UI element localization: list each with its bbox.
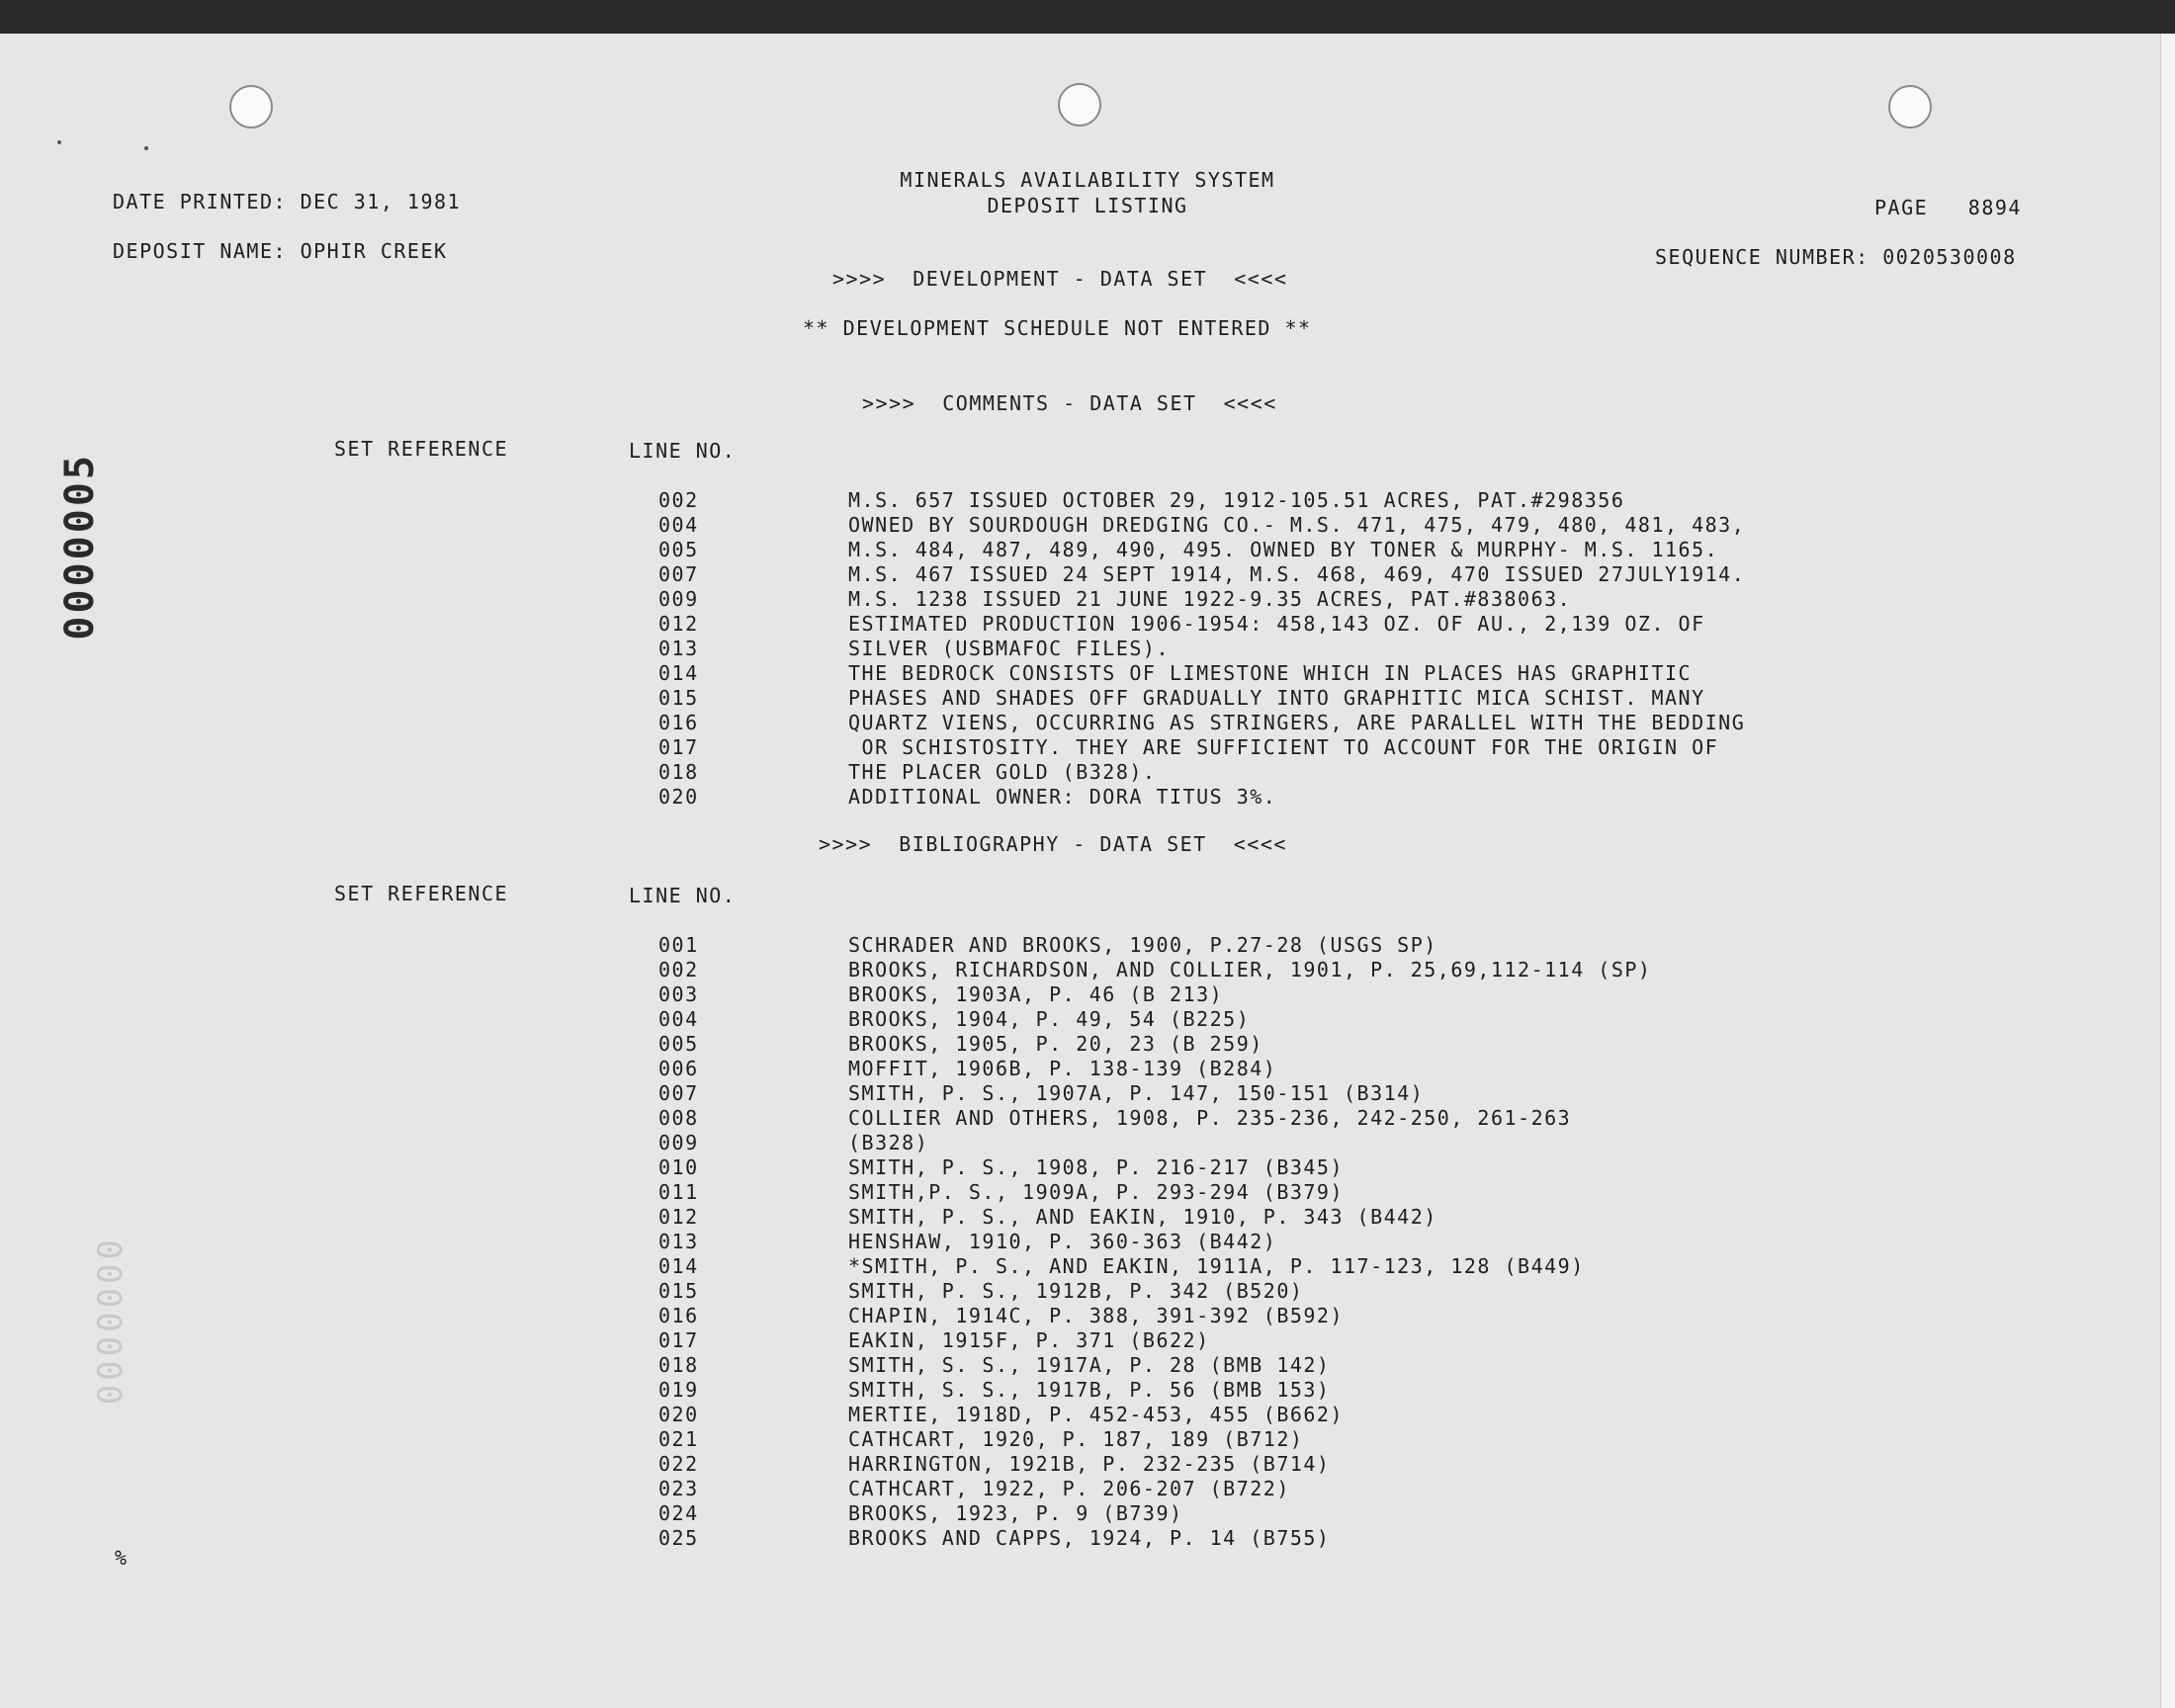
system-title: MINERALS AVAILABILITY SYSTEM	[900, 168, 1275, 192]
list-item	[0, 982, 2175, 1007]
line-number: 007	[658, 562, 699, 586]
line-text: (B328)	[848, 1131, 929, 1154]
list-item	[0, 1205, 2175, 1230]
punch-hole	[229, 85, 273, 128]
line-number: 018	[658, 760, 699, 784]
document-page	[0, 34, 2175, 1708]
line-text: SMITH, P. S., 1908, P. 216-217 (B345)	[848, 1155, 1345, 1179]
line-text: M.S. 1238 ISSUED 21 JUNE 1922-9.35 ACRES, PAT.#838063.	[848, 587, 1572, 611]
line-text: ESTIMATED PRODUCTION 1906-1954: 458,143 OZ. OF AU., 2,139 OZ. OF	[848, 612, 1705, 636]
list-item	[0, 1378, 2175, 1403]
line-text: HARRINGTON, 1921B, P. 232-235 (B714)	[848, 1452, 1331, 1476]
line-number: 014	[658, 1254, 699, 1278]
line-number: 012	[658, 1205, 699, 1229]
list-item	[0, 1106, 2175, 1131]
punch-hole	[1058, 83, 1101, 127]
line-number: 018	[658, 1353, 699, 1377]
line-text: BROOKS, 1923, P. 9 (B739)	[848, 1501, 1183, 1525]
line-number: 009	[658, 587, 699, 611]
list-item	[0, 562, 2175, 587]
line-text: BROOKS, 1904, P. 49, 54 (B225)	[848, 1007, 1251, 1031]
line-text: HENSHAW, 1910, P. 360-363 (B442)	[848, 1230, 1277, 1253]
line-number: 003	[658, 982, 699, 1006]
line-text: OWNED BY SOURDOUGH DREDGING CO.- M.S. 471, 475, 479, 480, 481, 483,	[848, 513, 1746, 537]
list-item	[0, 1353, 2175, 1378]
development-heading: >>>> DEVELOPMENT - DATA SET <<<<	[832, 267, 1288, 291]
line-number: 016	[658, 711, 699, 734]
line-number: 001	[658, 933, 699, 957]
listing-title: DEPOSIT LISTING	[987, 194, 1188, 217]
line-text: ADDITIONAL OWNER: DORA TITUS 3%.	[848, 785, 1277, 809]
line-number: 004	[658, 513, 699, 537]
line-text: BROOKS, RICHARDSON, AND COLLIER, 1901, P. 25,69,112-114 (SP)	[848, 958, 1652, 982]
line-number: 022	[658, 1452, 699, 1476]
line-text: M.S. 467 ISSUED 24 SEPT 1914, M.S. 468, 469, 470 ISSUED 27JULY1914.	[848, 562, 1746, 586]
list-item	[0, 1230, 2175, 1254]
line-text: SMITH, P. S., 1912B, P. 342 (B520)	[848, 1279, 1304, 1303]
line-text: *SMITH, P. S., AND EAKIN, 1911A, P. 117-123, 128 (B449)	[848, 1254, 1585, 1278]
line-text: CATHCART, 1920, P. 187, 189 (B712)	[848, 1427, 1304, 1451]
list-item	[0, 1279, 2175, 1304]
line-number: 025	[658, 1526, 699, 1550]
line-number: 019	[658, 1378, 699, 1402]
list-item	[0, 1501, 2175, 1526]
page-number: PAGE 8894	[1874, 196, 2022, 219]
line-number: 015	[658, 1279, 699, 1303]
line-text: SCHRADER AND BROOKS, 1900, P.27-28 (USGS SP)	[848, 933, 1437, 957]
line-number: 010	[658, 1155, 699, 1179]
line-text: SMITH, P. S., AND EAKIN, 1910, P. 343 (B442)	[848, 1205, 1437, 1229]
list-item	[0, 1081, 2175, 1106]
deposit-name: DEPOSIT NAME: OPHIR CREEK	[113, 239, 448, 263]
comments-heading: >>>> COMMENTS - DATA SET <<<<	[862, 391, 1277, 415]
line-number: 017	[658, 735, 699, 759]
list-item	[0, 538, 2175, 562]
list-item	[0, 612, 2175, 637]
film-number: 0000005	[57, 453, 103, 640]
list-item	[0, 958, 2175, 982]
line-number: 011	[658, 1180, 699, 1204]
list-item	[0, 488, 2175, 513]
line-number: 008	[658, 1106, 699, 1130]
list-item	[0, 1427, 2175, 1452]
line-text: MOFFIT, 1906B, P. 138-139 (B284)	[848, 1057, 1277, 1080]
speck	[144, 146, 148, 150]
line-text: BROOKS AND CAPPS, 1924, P. 14 (B755)	[848, 1526, 1331, 1550]
line-text: CATHCART, 1922, P. 206-207 (B722)	[848, 1477, 1290, 1500]
comments-col-line-no: LINE NO.	[629, 439, 737, 463]
sequence-number: SEQUENCE NUMBER: 0020530008	[1655, 245, 2017, 269]
list-item	[0, 1452, 2175, 1477]
line-text: BROOKS, 1905, P. 20, 23 (B 259)	[848, 1032, 1263, 1056]
comments-col-set-reference: SET REFERENCE	[334, 437, 509, 461]
line-number: 016	[658, 1304, 699, 1327]
list-item	[0, 661, 2175, 686]
line-number: 007	[658, 1081, 699, 1105]
line-number: 006	[658, 1057, 699, 1080]
list-item	[0, 1304, 2175, 1328]
line-text: CHAPIN, 1914C, P. 388, 391-392 (B592)	[848, 1304, 1345, 1327]
line-text: SILVER (USBMAFOC FILES).	[848, 637, 1170, 660]
list-item	[0, 1155, 2175, 1180]
line-text: EAKIN, 1915F, P. 371 (B622)	[848, 1328, 1210, 1352]
line-text: SMITH, P. S., 1907A, P. 147, 150-151 (B314)	[848, 1081, 1425, 1105]
list-item	[0, 1057, 2175, 1081]
list-item	[0, 1254, 2175, 1279]
line-number: 005	[658, 538, 699, 561]
line-text: THE BEDROCK CONSISTS OF LIMESTONE WHICH IN PLACES HAS GRAPHITIC	[848, 661, 1693, 685]
list-item	[0, 785, 2175, 810]
line-number: 012	[658, 612, 699, 636]
line-number: 004	[658, 1007, 699, 1031]
list-item	[0, 760, 2175, 785]
list-item	[0, 637, 2175, 661]
line-text: SMITH, S. S., 1917A, P. 28 (BMB 142)	[848, 1353, 1331, 1377]
list-item	[0, 1403, 2175, 1427]
list-item	[0, 711, 2175, 735]
bibliography-col-set-reference: SET REFERENCE	[334, 882, 509, 905]
line-number: 005	[658, 1032, 699, 1056]
line-number: 020	[658, 785, 699, 809]
list-item	[0, 933, 2175, 958]
list-item	[0, 1328, 2175, 1353]
line-number: 021	[658, 1427, 699, 1451]
line-number: 013	[658, 1230, 699, 1253]
list-item	[0, 1526, 2175, 1551]
line-number: 017	[658, 1328, 699, 1352]
bibliography-col-line-no: LINE NO.	[629, 884, 737, 907]
line-text: SMITH,P. S., 1909A, P. 293-294 (B379)	[848, 1180, 1345, 1204]
list-item	[0, 1477, 2175, 1501]
line-text: BROOKS, 1903A, P. 46 (B 213)	[848, 982, 1224, 1006]
list-item	[0, 1007, 2175, 1032]
line-text: MERTIE, 1918D, P. 452-453, 455 (B662)	[848, 1403, 1345, 1426]
bibliography-heading: >>>> BIBLIOGRAPHY - DATA SET <<<<	[819, 832, 1287, 856]
line-text: M.S. 657 ISSUED OCTOBER 29, 1912-105.51 ACRES, PAT.#298356	[848, 488, 1625, 512]
list-item	[0, 513, 2175, 538]
list-item	[0, 1032, 2175, 1057]
line-number: 020	[658, 1403, 699, 1426]
line-number: 013	[658, 637, 699, 660]
line-text: OR SCHISTOSITY. THEY ARE SUFFICIENT TO ACCOUNT FOR THE ORIGIN OF	[848, 735, 1719, 759]
development-note: ** DEVELOPMENT SCHEDULE NOT ENTERED **	[803, 316, 1312, 340]
line-text: THE PLACER GOLD (B328).	[848, 760, 1157, 784]
line-number: 014	[658, 661, 699, 685]
list-item	[0, 735, 2175, 760]
line-text: SMITH, S. S., 1917B, P. 56 (BMB 153)	[848, 1378, 1331, 1402]
speck	[57, 140, 61, 144]
line-number: 002	[658, 958, 699, 982]
list-item	[0, 587, 2175, 612]
line-text: COLLIER AND OTHERS, 1908, P. 235-236, 242-250, 261-263	[848, 1106, 1572, 1130]
list-item	[0, 1131, 2175, 1155]
footer-mark: %	[115, 1546, 129, 1570]
line-number: 023	[658, 1477, 699, 1500]
line-number: 015	[658, 686, 699, 710]
punch-hole	[1888, 85, 1932, 128]
line-text: PHASES AND SHADES OFF GRADUALLY INTO GRAPHITIC MICA SCHIST. MANY	[848, 686, 1705, 710]
line-text: M.S. 484, 487, 489, 490, 495. OWNED BY TONER & MURPHY- M.S. 1165.	[848, 538, 1719, 561]
list-item	[0, 1180, 2175, 1205]
line-number: 024	[658, 1501, 699, 1525]
line-number: 009	[658, 1131, 699, 1154]
date-printed: DATE PRINTED: DEC 31, 1981	[113, 190, 462, 214]
list-item	[0, 686, 2175, 711]
line-text: QUARTZ VIENS, OCCURRING AS STRINGERS, ARE PARALLEL WITH THE BEDDING	[848, 711, 1746, 734]
faded-film-number: 0000000	[91, 1236, 130, 1406]
line-number: 002	[658, 488, 699, 512]
